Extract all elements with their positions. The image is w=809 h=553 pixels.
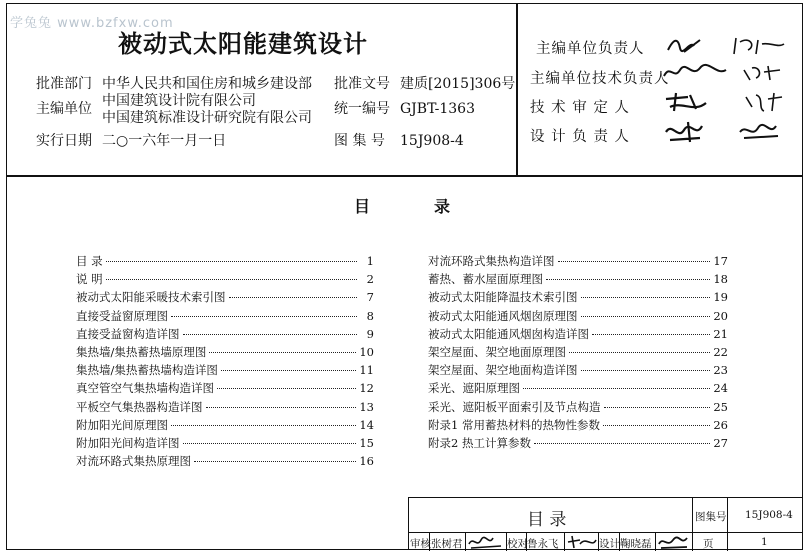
toc-leader-dots (523, 388, 710, 389)
toc-leader-dots (106, 261, 357, 262)
atlas-no: 15J908-4 (400, 133, 464, 149)
toc-entry-page: 7 (366, 290, 374, 305)
approval-dept-label: 批准部门 (36, 76, 92, 92)
toc-leader-dots (229, 297, 358, 298)
toc-leader-dots (581, 297, 711, 298)
toc-entry-title: 采光、遮阳原理图 (428, 381, 520, 396)
toc-entry-page: 26 (713, 417, 728, 432)
toc-entry-page: 9 (366, 326, 374, 341)
toc-entry-page: 8 (366, 308, 374, 323)
title-block-title: 目 录 (527, 510, 567, 530)
toc-entry (76, 344, 374, 362)
toc-entry (428, 362, 728, 380)
signature-chief-editor (660, 32, 790, 58)
toc-entry (76, 380, 374, 398)
toc-entry (428, 344, 728, 362)
designer-name: 鞠晓磊 (620, 538, 652, 550)
toc-leader-dots (217, 388, 356, 389)
reviewer-name: 张树君 (431, 538, 463, 550)
toc-leader-dots (221, 370, 356, 371)
effective-date: 二○一六年一月一日 (102, 133, 227, 149)
toc-entry (76, 435, 374, 453)
toc-leader-dots (171, 316, 357, 317)
toc-entry-page: 15 (359, 435, 374, 450)
toc-entry-title: 对流环路式集热原理图 (76, 454, 191, 469)
toc-entry-page: 16 (359, 454, 374, 469)
toc-heading-right: 录 (434, 197, 451, 216)
toc-entry (76, 362, 374, 380)
approval-doc: 建质[2015]306号 (400, 76, 516, 92)
effective-date-label: 实行日期 (36, 133, 92, 149)
toc-entry-title: 被动式太阳能降温技术索引图 (428, 290, 578, 305)
toc-entry (76, 326, 374, 344)
toc-leader-dots (581, 316, 711, 317)
approval-dept: 中华人民共和国住房和城乡建设部 (102, 76, 312, 92)
approval-doc-label: 批准文号 (334, 76, 390, 92)
toc-entry-page: 24 (713, 381, 728, 396)
toc-entry-page: 14 (359, 417, 374, 432)
page-number: 1 (761, 536, 768, 548)
toc-entry (76, 453, 374, 471)
signature-design-lead (660, 118, 790, 146)
toc-leader-dots (604, 407, 711, 408)
watermark: 学兔兔 www.bzfxw.com (10, 16, 174, 31)
header-bottom-rule (6, 175, 803, 177)
toc-entry-page: 25 (713, 399, 728, 414)
editor-unit-label: 主编单位 (36, 101, 92, 117)
editor-unit-2: 中国建筑标准设计研究院有限公司 (102, 110, 312, 126)
signature-tech-chief (660, 60, 790, 86)
reviewer-signature (467, 534, 505, 550)
toc-entry (76, 308, 374, 326)
toc-entry-title: 蓄热、蓄水屋面原理图 (428, 272, 543, 287)
toc-entry-title: 说 明 (76, 272, 103, 287)
toc-entry-page: 13 (359, 399, 374, 414)
toc-entry-title: 目 录 (76, 254, 103, 268)
toc-entry (428, 399, 728, 417)
toc-leader-dots (171, 425, 356, 426)
toc-entry-page: 19 (713, 290, 728, 305)
toc-entry-title: 被动式太阳能采暖技术索引图 (76, 290, 226, 305)
review-label: 审核 (410, 538, 431, 550)
toc-entry-title: 集热墙/集热蓄热墙原理图 (76, 344, 207, 359)
toc-entry (76, 253, 374, 271)
unified-no: GJBT-1363 (400, 101, 475, 117)
title-block (408, 497, 803, 550)
tech-reviewer-label: 技 术 审 定 人 (530, 100, 630, 116)
title-block-atlas-label: 图集号 (695, 511, 727, 523)
signature-tech-reviewer (660, 89, 790, 117)
toc-entry-page: 22 (713, 344, 728, 359)
toc-leader-dots (558, 261, 711, 262)
designer-signature (657, 534, 691, 550)
toc-entry (428, 380, 728, 398)
atlas-title: 被动式太阳能建筑设计 (118, 30, 368, 58)
toc-leader-dots (206, 407, 357, 408)
chief-editor-label: 主编单位负责人 (536, 41, 645, 57)
toc-entry-title: 附加阳光间原理图 (76, 417, 168, 432)
toc-leader-dots (534, 443, 710, 444)
toc-entry-title: 附录1 常用蓄热材料的热物性参数 (428, 417, 600, 432)
toc-entry-page: 1 (366, 254, 374, 268)
toc-entry-page: 17 (713, 254, 728, 268)
toc-entry-page: 18 (713, 272, 728, 287)
checker-name: 鲁永飞 (527, 538, 559, 550)
toc-entry-title: 真空管空气集热墙构造详图 (76, 381, 214, 396)
unified-no-label: 统一编号 (334, 101, 390, 117)
toc-entry (76, 417, 374, 435)
toc-leader-dots (569, 352, 710, 353)
toc-entry-title: 附录2 热工计算参数 (428, 435, 531, 450)
toc-entry (76, 399, 374, 417)
editor-unit-1: 中国建筑设计院有限公司 (102, 93, 256, 109)
check-label: 校对 (507, 538, 528, 550)
toc-entry (428, 308, 728, 326)
checker-signature (566, 534, 598, 550)
atlas-no-label: 图 集 号 (334, 133, 385, 149)
toc-entry-title: 对流环路式集热构造详图 (428, 254, 555, 268)
toc-entry (428, 326, 728, 344)
toc-entry-page: 10 (359, 344, 374, 359)
toc-entry-title: 附加阳光间构造详图 (76, 435, 180, 450)
toc-entry (428, 253, 728, 271)
design-label: 设计 (599, 538, 620, 550)
toc-entry-page: 27 (713, 435, 728, 450)
toc-entry (428, 417, 728, 435)
toc-entry-page: 2 (366, 272, 374, 287)
toc-entry-title: 被动式太阳能通风烟囱构造详图 (428, 326, 589, 341)
design-lead-label: 设 计 负 责 人 (530, 129, 630, 145)
toc-leader-dots (209, 352, 356, 353)
toc-leader-dots (592, 334, 710, 335)
toc-entry-title: 架空屋面、架空地面原理图 (428, 344, 566, 359)
toc-left-column (76, 253, 374, 471)
tech-chief-label: 主编单位技术负责人 (530, 71, 670, 87)
toc-leader-dots (194, 461, 356, 462)
toc-entry-title: 采光、遮阳板平面索引及节点构造 (428, 399, 601, 414)
page-label: 页 (703, 538, 714, 550)
toc-leader-dots (603, 425, 710, 426)
header-divider (516, 3, 518, 176)
toc-entry-title: 直接受益窗构造详图 (76, 326, 180, 341)
toc-entry-title: 平板空气集热器构造详图 (76, 399, 203, 414)
toc-leader-dots (106, 279, 357, 280)
toc-entry (76, 271, 374, 289)
toc-entry (76, 289, 374, 307)
toc-entry-page: 23 (713, 363, 728, 378)
toc-entry-title: 被动式太阳能通风烟囱原理图 (428, 308, 578, 323)
toc-entry (428, 289, 728, 307)
toc-entry (428, 435, 728, 453)
toc-entry-page: 12 (359, 381, 374, 396)
toc-leader-dots (183, 334, 358, 335)
toc-entry-title: 直接受益窗原理图 (76, 308, 168, 323)
toc-entry-title: 架空屋面、架空地面构造详图 (428, 363, 578, 378)
toc-entry-page: 20 (713, 308, 728, 323)
toc-entry-page: 21 (713, 326, 728, 341)
title-block-atlas-no: 15J908-4 (745, 509, 793, 521)
toc-right-column (428, 253, 728, 453)
toc-leader-dots (546, 279, 710, 280)
toc-heading-left: 目 (354, 197, 371, 216)
toc-leader-dots (183, 443, 357, 444)
toc-entry-page: 11 (359, 363, 374, 378)
toc-entry-title: 集热墙/集热蓄热墙构造详图 (76, 363, 218, 378)
toc-entry (428, 271, 728, 289)
toc-leader-dots (581, 370, 711, 371)
